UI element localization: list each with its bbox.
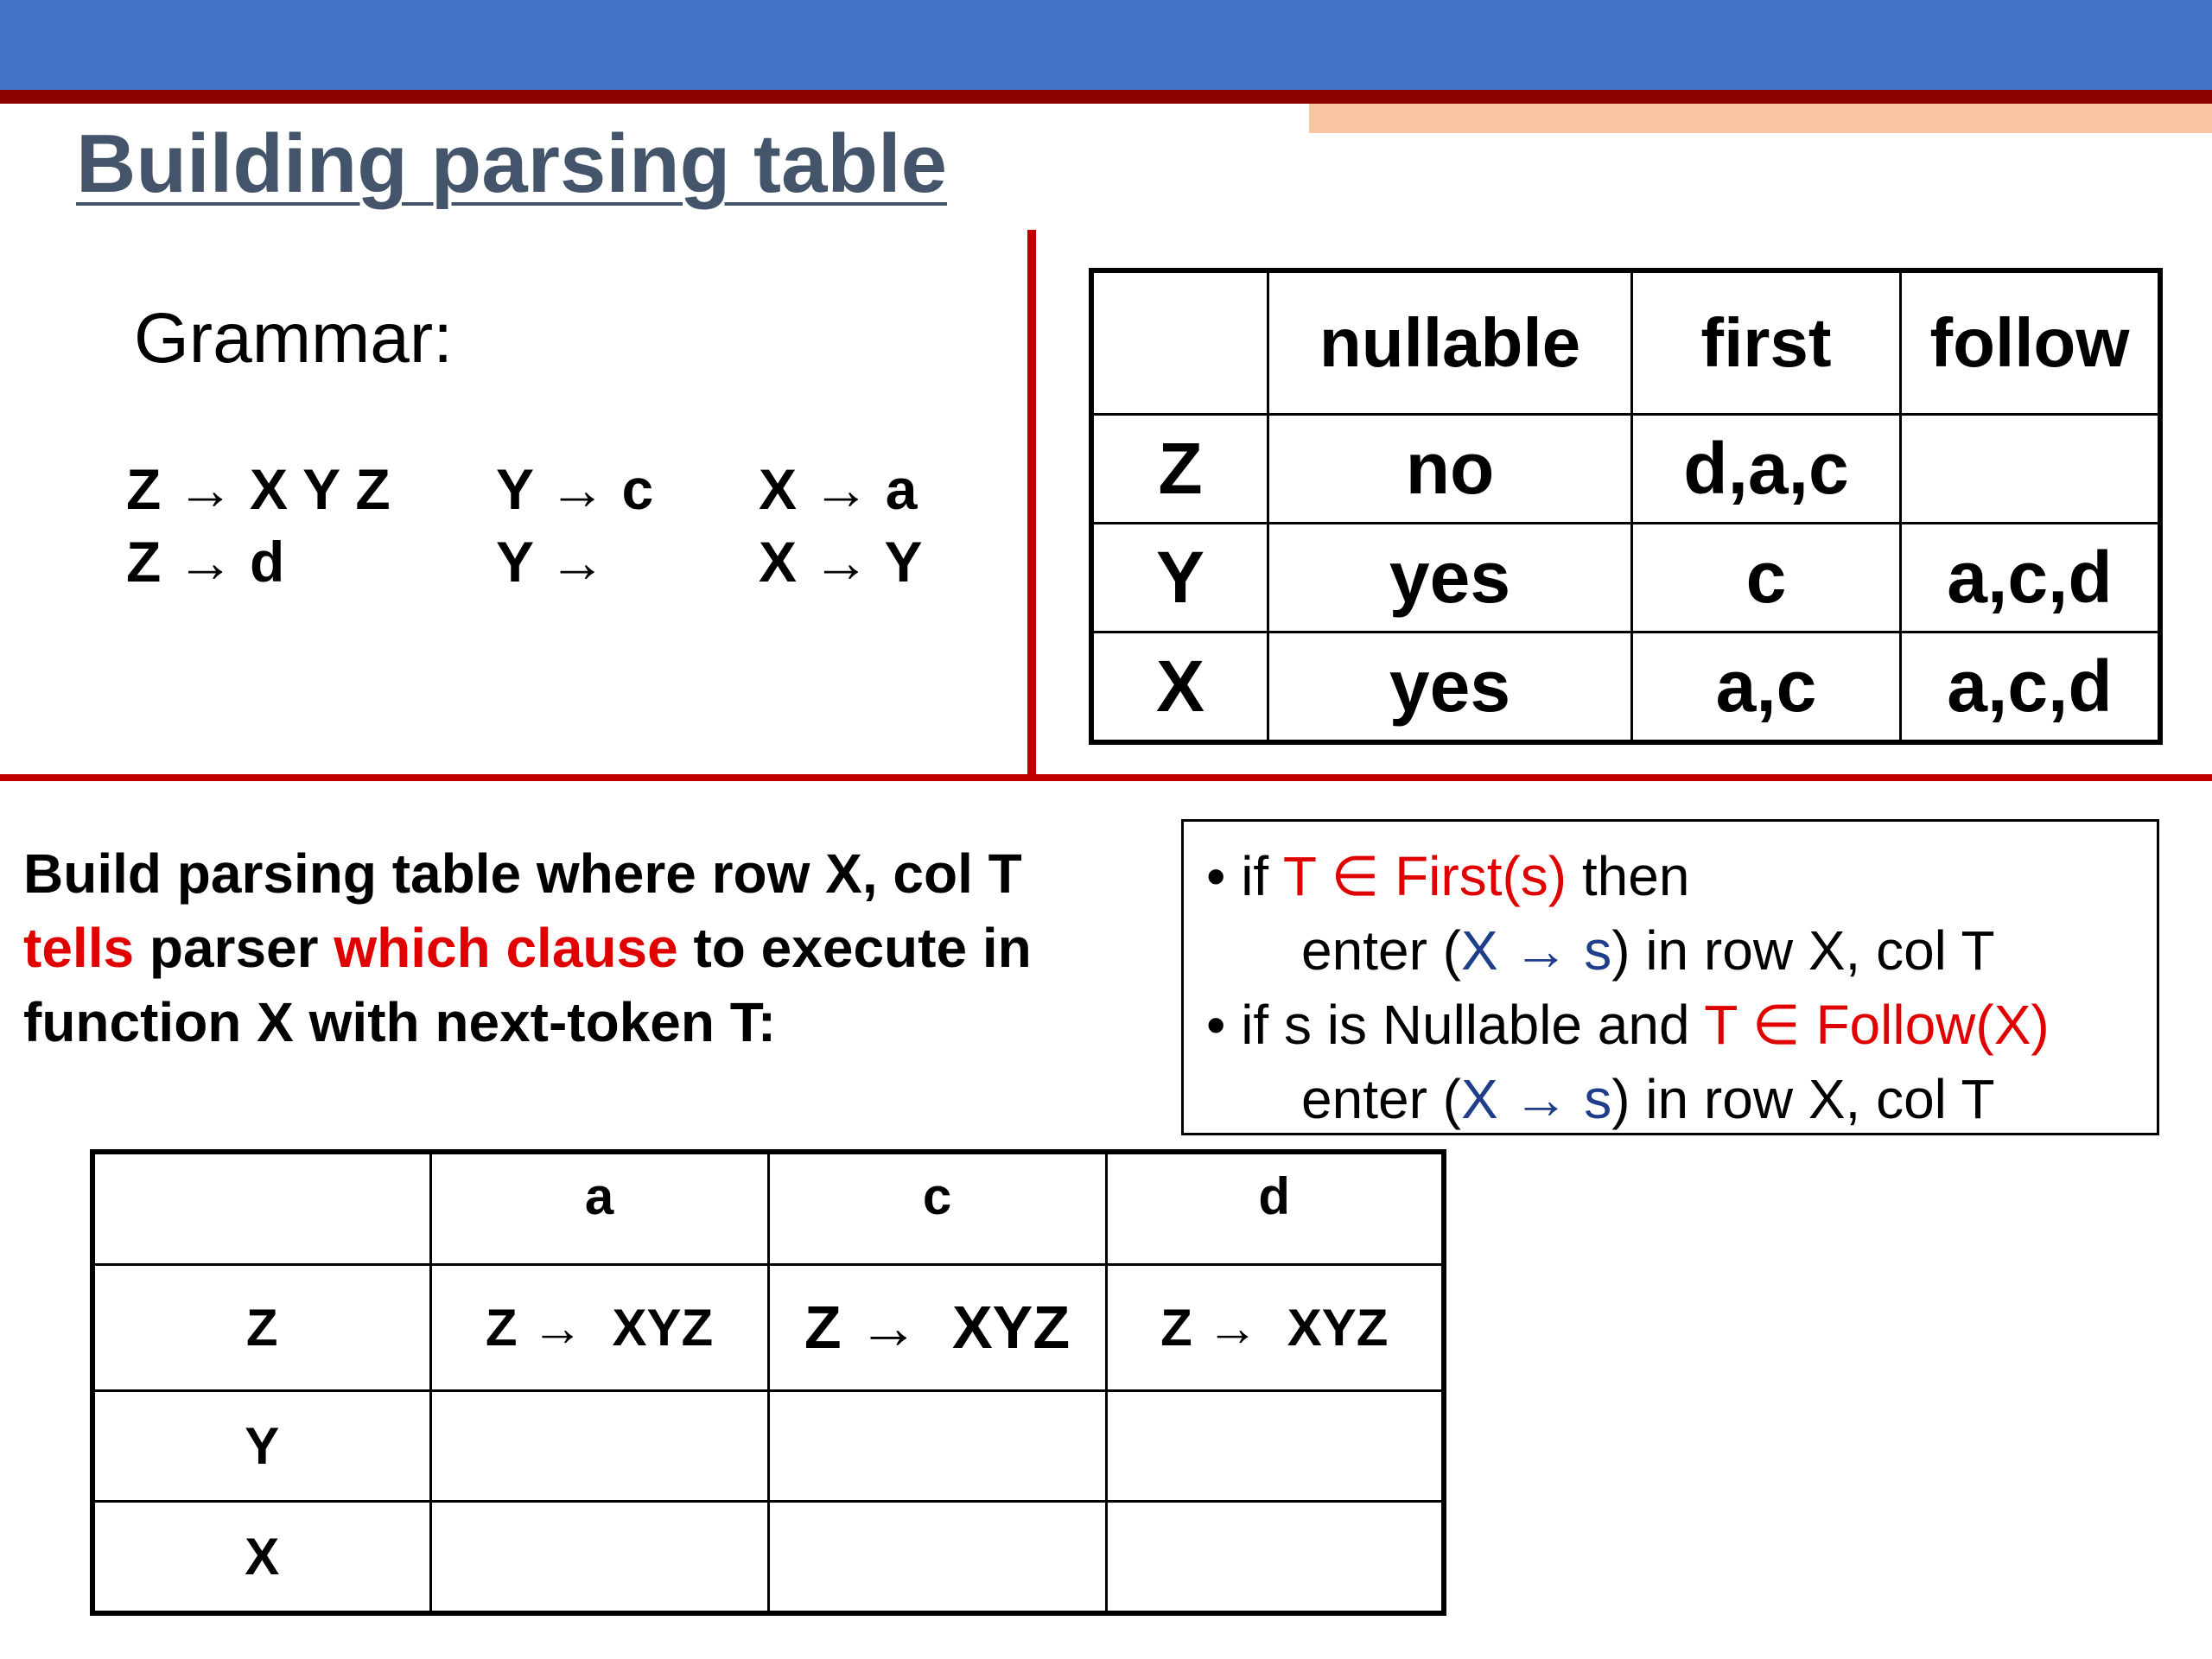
table-header-cell: follow bbox=[1901, 270, 2161, 414]
table-cell: yes bbox=[1268, 523, 1632, 632]
production-x-y: X → Y bbox=[759, 530, 923, 594]
rule-production: X → s bbox=[1460, 1068, 1612, 1130]
rule-text: enter ( bbox=[1301, 1068, 1461, 1130]
table-header-row bbox=[1091, 270, 2160, 414]
table-row bbox=[1091, 523, 2160, 632]
table-cell bbox=[1106, 1501, 1444, 1613]
rule-text: enter ( bbox=[1301, 919, 1461, 982]
table-header-cell bbox=[1091, 270, 1268, 414]
rule-first bbox=[1206, 839, 2157, 913]
production-x-a: X → a bbox=[759, 457, 918, 521]
table-cell bbox=[430, 1391, 768, 1501]
table-header-cell bbox=[92, 1152, 430, 1264]
table-header-cell: first bbox=[1632, 270, 1901, 414]
parsing-table bbox=[90, 1149, 1446, 1616]
production-z-d: Z → d bbox=[126, 530, 285, 594]
highlight-which-clause: which clause bbox=[334, 917, 678, 979]
highlight-tells: tells bbox=[23, 917, 135, 979]
table-cell: a,c,d bbox=[1901, 632, 2161, 742]
rule-first-action bbox=[1206, 913, 2157, 988]
rule-condition-first: T ∈ First(s) bbox=[1282, 845, 1567, 907]
table-cell: Y bbox=[1091, 523, 1268, 632]
table-cell: Z bbox=[1091, 414, 1268, 523]
table-cell: X bbox=[92, 1501, 430, 1613]
table-cell: no bbox=[1268, 414, 1632, 523]
rule-follow bbox=[1206, 988, 2157, 1062]
table-cell bbox=[1901, 414, 2161, 523]
explanation-line-1: Build parsing table where row X, col T bbox=[23, 842, 1022, 905]
nullable-first-follow-table bbox=[1089, 268, 2163, 745]
production-y-empty: Y → bbox=[496, 530, 607, 594]
table-cell: c bbox=[1632, 523, 1901, 632]
table-cell: Z bbox=[92, 1264, 430, 1391]
rule-text: ) in row X, col T bbox=[1611, 1068, 1995, 1130]
explanation-line-3: function X with next-token T: bbox=[23, 991, 777, 1053]
slide-title: Building parsing table bbox=[76, 118, 948, 210]
table-cell: Z → XYZ bbox=[430, 1264, 768, 1391]
rule-production: X → s bbox=[1460, 919, 1612, 982]
table-cell: Y bbox=[92, 1391, 430, 1501]
explanation-line-2 bbox=[23, 911, 1173, 985]
table-header-cell: c bbox=[768, 1152, 1106, 1264]
explanation-text-fragment: to execute in bbox=[677, 917, 1032, 979]
rule-text: ) in row X, col T bbox=[1611, 919, 1995, 982]
header-peach-bar bbox=[1309, 104, 2212, 133]
explanation-text bbox=[23, 836, 1173, 1059]
table-row bbox=[1091, 632, 2160, 742]
table-header-cell: d bbox=[1106, 1152, 1444, 1264]
table-cell: X bbox=[1091, 632, 1268, 742]
table-cell bbox=[1106, 1391, 1444, 1501]
table-cell: d,a,c bbox=[1632, 414, 1901, 523]
rule-follow-action bbox=[1206, 1062, 2157, 1136]
table-cell bbox=[430, 1501, 768, 1613]
horizontal-divider bbox=[0, 774, 2212, 781]
table-row bbox=[92, 1391, 1444, 1501]
rule-text: • if s is Nullable and bbox=[1206, 994, 1705, 1056]
production-y-c: Y → c bbox=[496, 457, 654, 521]
header-blue-bar bbox=[0, 0, 2212, 90]
table-cell: yes bbox=[1268, 632, 1632, 742]
table-cell bbox=[768, 1391, 1106, 1501]
production-z-xyz: Z → X Y Z bbox=[126, 457, 391, 521]
rules-box bbox=[1181, 819, 2159, 1135]
vertical-divider bbox=[1027, 230, 1036, 779]
table-row bbox=[92, 1264, 1444, 1391]
table-header-row bbox=[92, 1152, 1444, 1264]
header-dark-red-bar bbox=[0, 90, 2212, 104]
table-row bbox=[1091, 414, 2160, 523]
rule-condition-follow: T ∈ Follow(X) bbox=[1704, 994, 2050, 1056]
table-cell: Z → XYZ bbox=[1106, 1264, 1444, 1391]
table-row bbox=[92, 1501, 1444, 1613]
grammar-label: Grammar: bbox=[134, 299, 453, 378]
table-header-cell: a bbox=[430, 1152, 768, 1264]
rule-text: then bbox=[1567, 845, 1690, 907]
rule-text: • if bbox=[1206, 845, 1283, 907]
explanation-text-fragment: parser bbox=[134, 917, 334, 979]
table-cell: a,c,d bbox=[1901, 523, 2161, 632]
table-cell: Z → XYZ bbox=[768, 1264, 1106, 1391]
table-header-cell: nullable bbox=[1268, 270, 1632, 414]
table-cell bbox=[768, 1501, 1106, 1613]
table-cell: a,c bbox=[1632, 632, 1901, 742]
